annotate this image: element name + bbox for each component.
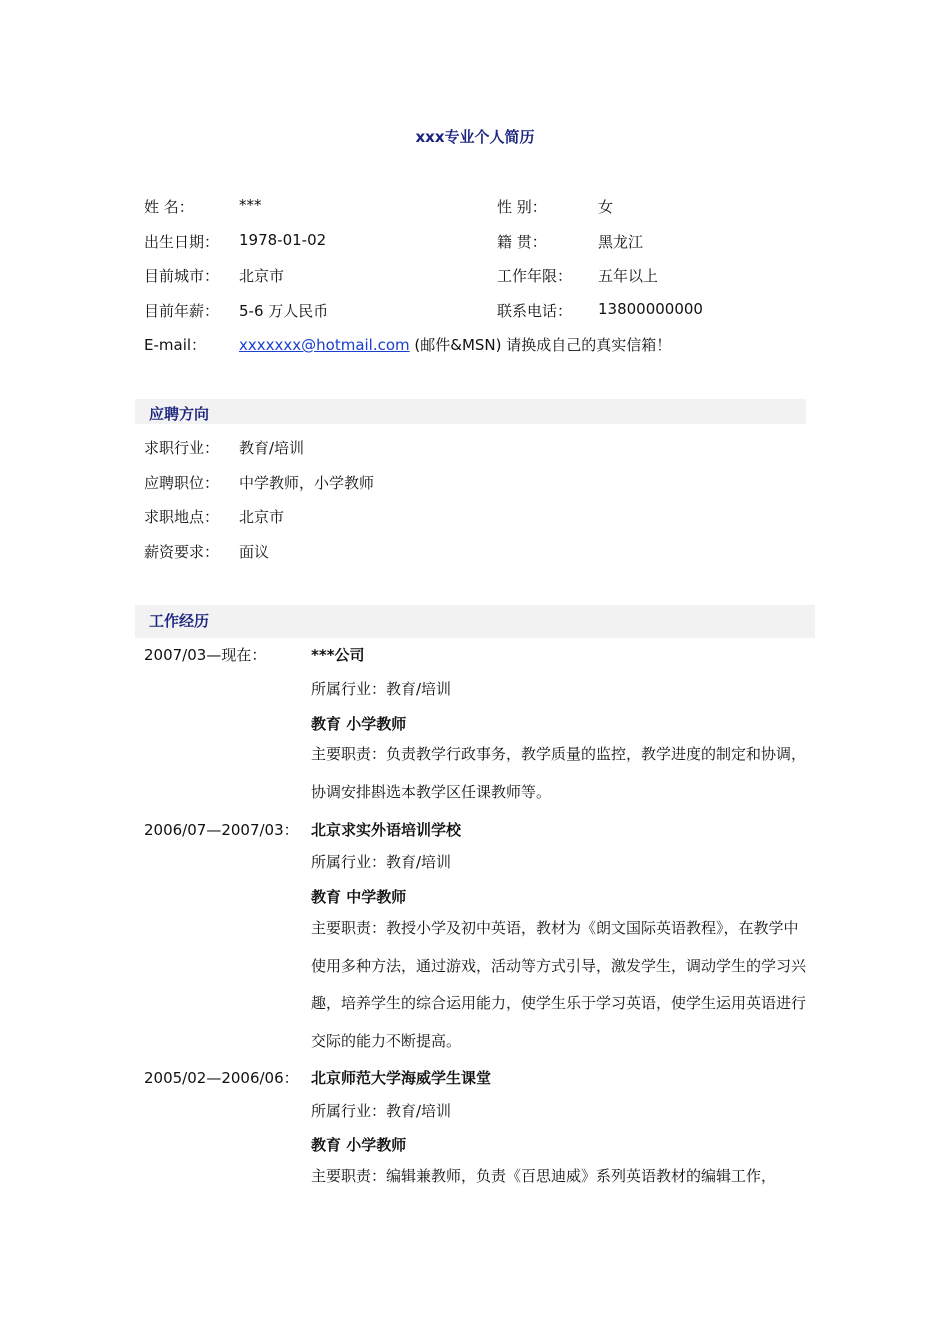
job-period: 2006/07—2007/03：: [144, 821, 299, 839]
job-period: 2007/03—现在：: [144, 646, 267, 664]
salary-value: 5-6 万人民币: [239, 302, 329, 320]
job-industry: 所属行业：教育/培训: [311, 853, 452, 871]
email-label: E-mail：: [144, 336, 207, 354]
industry-label: 求职行业：: [144, 439, 220, 457]
origin-label: 籍 贯：: [497, 233, 547, 251]
objective-section-title: 应聘方向: [149, 405, 210, 423]
phone-value: 13800000000: [598, 300, 703, 318]
city-label: 目前城市：: [144, 267, 220, 285]
experience-section-bar: [135, 605, 815, 638]
job-industry: 所属行业：教育/培训: [311, 680, 452, 698]
job-role: 教育 中学教师: [311, 888, 407, 906]
phone-label: 联系电话：: [497, 302, 573, 320]
objective-section-bar: [135, 399, 806, 424]
gender-value: 女: [598, 198, 614, 216]
position-label: 应聘职位：: [144, 474, 220, 492]
email-line: [239, 334, 671, 355]
job-duties: 主要职责：编辑兼教师，负责《百思迪威》系列英语教材的编辑工作，: [311, 1167, 777, 1185]
resume-title: xxx专业个人简历: [415, 128, 535, 146]
job-role: 教育 小学教师: [311, 1136, 407, 1154]
salary-label: 目前年薪：: [144, 302, 220, 320]
email-note: (邮件&MSN) 请换成自己的真实信箱！: [409, 336, 672, 354]
job-duties: 主要职责：教授小学及初中英语，教材为《朗文国际英语教程》，在教学中使用多种方法，通过游戏，活动等方式引导，激发学生，调动学生的学习兴趣，培养学生的综合运用能力，使学生乐于学习英语，使学生运用英语进行交际的能力不断提高。: [311, 919, 807, 1050]
experience-section-title: 工作经历: [149, 612, 210, 630]
gender-label: 性 别：: [497, 198, 547, 216]
name-label: 姓 名：: [144, 198, 194, 216]
job-period: 2005/02—2006/06：: [144, 1069, 299, 1087]
birth-label: 出生日期：: [144, 233, 220, 251]
location-value: 北京市: [239, 508, 285, 526]
email-link[interactable]: xxxxxxx@hotmail.com: [239, 336, 410, 354]
job-company: 北京求实外语培训学校: [311, 821, 462, 839]
expected-salary-label: 薪资要求：: [144, 543, 220, 561]
years-label: 工作年限：: [497, 267, 573, 285]
birth-value: 1978-01-02: [239, 231, 327, 249]
years-value: 五年以上: [598, 267, 659, 285]
job-company: 北京师范大学海威学生课堂: [311, 1069, 492, 1087]
city-value: 北京市: [239, 267, 285, 285]
job-role: 教育 小学教师: [311, 715, 407, 733]
industry-value: 教育/培训: [239, 439, 305, 457]
location-label: 求职地点：: [144, 508, 220, 526]
job-industry: 所属行业：教育/培训: [311, 1102, 452, 1120]
expected-salary-value: 面议: [239, 543, 270, 561]
job-company: ***公司: [311, 646, 365, 664]
position-value: 中学教师，小学教师: [239, 474, 375, 492]
name-value: ***: [239, 196, 262, 214]
job-duties: 主要职责：负责教学行政事务，教学质量的监控，教学进度的制定和协调，协调安排斟选本教学区任课教师等。: [311, 745, 807, 801]
origin-value: 黑龙江: [598, 233, 644, 251]
